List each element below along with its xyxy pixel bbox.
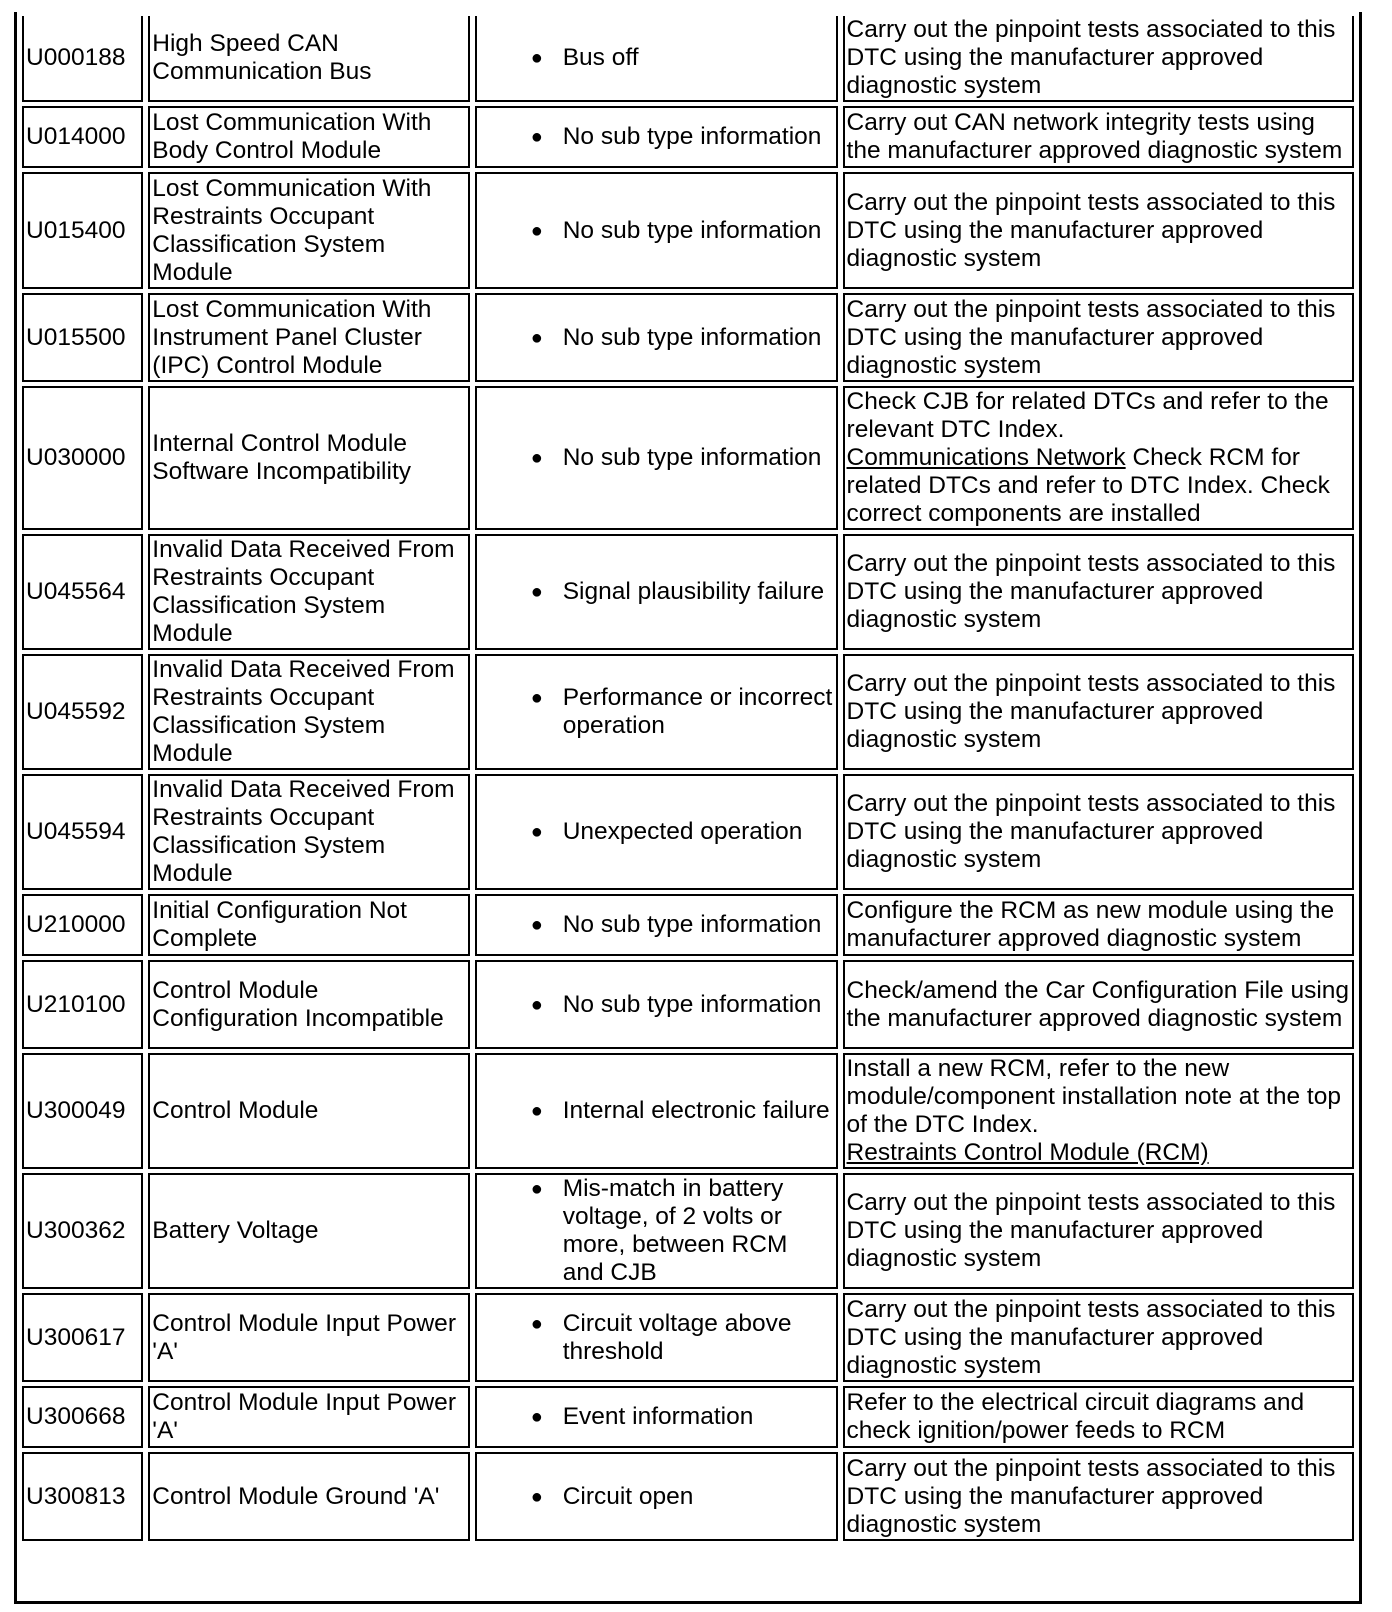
- dtc-subtype: Internal electronic failure: [562, 1097, 830, 1124]
- dtc-table: [17, 12, 1359, 1545]
- restraints-control-module-link[interactable]: Restraints Control Module (RCM): [846, 1139, 1209, 1166]
- dtc-subtype: Event information: [562, 1403, 754, 1430]
- dtc-action-text: Check CJB for related DTCs and refer to the relevant DTC Index.: [846, 388, 1329, 443]
- dtc-subtype: No sub type information: [562, 990, 822, 1018]
- dtc-action: Carry out the pinpoint tests associated to this DTC using the manufacturer approved diagnostic system: [843, 293, 1354, 382]
- dtc-subtype: Performance or incorrect operation: [562, 684, 833, 739]
- table-row: [22, 1452, 1354, 1541]
- dtc-subtype: Circuit open: [562, 1482, 694, 1510]
- table-row: [22, 1053, 1354, 1169]
- dtc-subtype: No sub type information: [562, 323, 822, 351]
- dtc-action-text: Check RCM for related DTCs and refer to DTC Index. Check correct components are installed: [846, 444, 1330, 527]
- table-row: [22, 960, 1354, 1049]
- dtc-subtype: No sub type information: [562, 216, 822, 244]
- dtc-code: U300362: [22, 1173, 143, 1289]
- dtc-action: Refer to the electrical circuit diagrams and check ignition/power feeds to RCM: [843, 1386, 1354, 1448]
- bullet-icon: ●: [530, 821, 543, 843]
- bullet-icon: ●: [530, 1312, 543, 1335]
- dtc-description: Battery Voltage: [148, 1173, 469, 1289]
- bullet-icon: ●: [530, 47, 543, 69]
- table-row: [22, 1173, 1354, 1289]
- dtc-subtype: No sub type information: [562, 444, 822, 471]
- dtc-action: Carry out CAN network integrity tests using the manufacturer approved diagnostic system: [843, 106, 1354, 168]
- dtc-code: U045564: [22, 534, 143, 650]
- table-row: [22, 172, 1354, 289]
- dtc-subtype: No sub type information: [562, 123, 822, 150]
- dtc-table-frame: [14, 12, 1362, 1604]
- dtc-description: Control Module Ground 'A': [148, 1452, 469, 1541]
- bullet-icon: ●: [530, 219, 543, 242]
- bullet-icon: ●: [530, 447, 543, 469]
- dtc-subtype: Signal plausibility failure: [562, 578, 825, 605]
- table-row: [22, 894, 1354, 956]
- dtc-action: Carry out the pinpoint tests associated to this DTC using the manufacturer approved diagnostic system: [843, 1293, 1354, 1382]
- table-row: [22, 654, 1354, 770]
- dtc-description: Invalid Data Received From Restraints Occupant Classification System Module: [148, 774, 469, 890]
- dtc-action: Carry out the pinpoint tests associated to this DTC using the manufacturer approved diagnostic system: [843, 654, 1354, 770]
- bullet-icon: ●: [530, 687, 543, 709]
- dtc-code: U015400: [22, 172, 143, 289]
- bullet-icon: ●: [530, 581, 543, 603]
- dtc-code: U015500: [22, 293, 143, 382]
- dtc-description: Control Module Configuration Incompatible: [148, 960, 469, 1049]
- dtc-description: Internal Control Module Software Incompatibility: [148, 386, 469, 530]
- dtc-code: U300617: [22, 1293, 143, 1382]
- dtc-code: U000188: [22, 16, 143, 102]
- dtc-description: Lost Communication With Restraints Occupant Classification System Module: [148, 172, 469, 289]
- dtc-action: Configure the RCM as new module using the manufacturer approved diagnostic system: [843, 894, 1354, 956]
- dtc-action: Carry out the pinpoint tests associated to this DTC using the manufacturer approved diagnostic system: [843, 774, 1354, 890]
- bullet-icon: ●: [530, 1178, 543, 1200]
- bullet-icon: ●: [530, 126, 543, 148]
- dtc-subtype: Bus off: [562, 44, 639, 71]
- dtc-description: Invalid Data Received From Restraints Occupant Classification System Module: [148, 534, 469, 650]
- dtc-code: U300049: [22, 1053, 143, 1169]
- bullet-icon: ●: [530, 993, 543, 1016]
- dtc-code: U030000: [22, 386, 143, 530]
- dtc-subtype: Unexpected operation: [562, 818, 803, 845]
- dtc-description: Control Module: [148, 1053, 469, 1169]
- dtc-code: U045592: [22, 654, 143, 770]
- dtc-code: U300813: [22, 1452, 143, 1541]
- dtc-action: Carry out the pinpoint tests associated to this DTC using the manufacturer approved diagnostic system: [843, 16, 1354, 102]
- bullet-icon: ●: [530, 1406, 543, 1428]
- dtc-code: U014000: [22, 106, 143, 168]
- dtc-action: Carry out the pinpoint tests associated to this DTC using the manufacturer approved diagnostic system: [843, 172, 1354, 289]
- table-row: [22, 16, 1354, 102]
- dtc-description: Initial Configuration Not Complete: [148, 894, 469, 956]
- dtc-description: Lost Communication With Body Control Module: [148, 106, 469, 168]
- dtc-code: U210000: [22, 894, 143, 956]
- table-row: [22, 1293, 1354, 1382]
- dtc-description: Invalid Data Received From Restraints Occupant Classification System Module: [148, 654, 469, 770]
- dtc-description: Control Module Input Power 'A': [148, 1386, 469, 1448]
- dtc-description: High Speed CAN Communication Bus: [148, 16, 469, 102]
- table-row: [22, 534, 1354, 650]
- dtc-action-text: Install a new RCM, refer to the new module/component installation note at the top of the DTC Index.: [846, 1055, 1341, 1138]
- table-row: [22, 293, 1354, 382]
- dtc-code: U210100: [22, 960, 143, 1049]
- table-row: [22, 774, 1354, 890]
- dtc-action: [843, 386, 1354, 530]
- bullet-icon: ●: [530, 1485, 543, 1508]
- dtc-action: Carry out the pinpoint tests associated to this DTC using the manufacturer approved diagnostic system: [843, 1173, 1354, 1289]
- bullet-icon: ●: [530, 326, 543, 349]
- bullet-icon: ●: [530, 914, 543, 936]
- dtc-code: U045594: [22, 774, 143, 890]
- bullet-icon: ●: [530, 1100, 543, 1122]
- dtc-description: Lost Communication With Instrument Panel Cluster (IPC) Control Module: [148, 293, 469, 382]
- dtc-action: [843, 1053, 1354, 1169]
- table-row: [22, 386, 1354, 530]
- dtc-subtype: Circuit voltage above threshold: [562, 1309, 792, 1365]
- communications-network-link[interactable]: Communications Network: [846, 444, 1126, 471]
- dtc-subtype: No sub type information: [562, 911, 822, 938]
- table-row: [22, 106, 1354, 168]
- dtc-action: Carry out the pinpoint tests associated to this DTC using the manufacturer approved diagnostic system: [843, 1452, 1354, 1541]
- dtc-description: Control Module Input Power 'A': [148, 1293, 469, 1382]
- table-row: [22, 1386, 1354, 1448]
- dtc-subtype: Mis-match in battery voltage, of 2 volts or more, between RCM and CJB: [562, 1175, 788, 1286]
- dtc-code: U300668: [22, 1386, 143, 1448]
- dtc-action: Carry out the pinpoint tests associated to this DTC using the manufacturer approved diagnostic system: [843, 534, 1354, 650]
- dtc-action: Check/amend the Car Configuration File using the manufacturer approved diagnostic system: [843, 960, 1354, 1049]
